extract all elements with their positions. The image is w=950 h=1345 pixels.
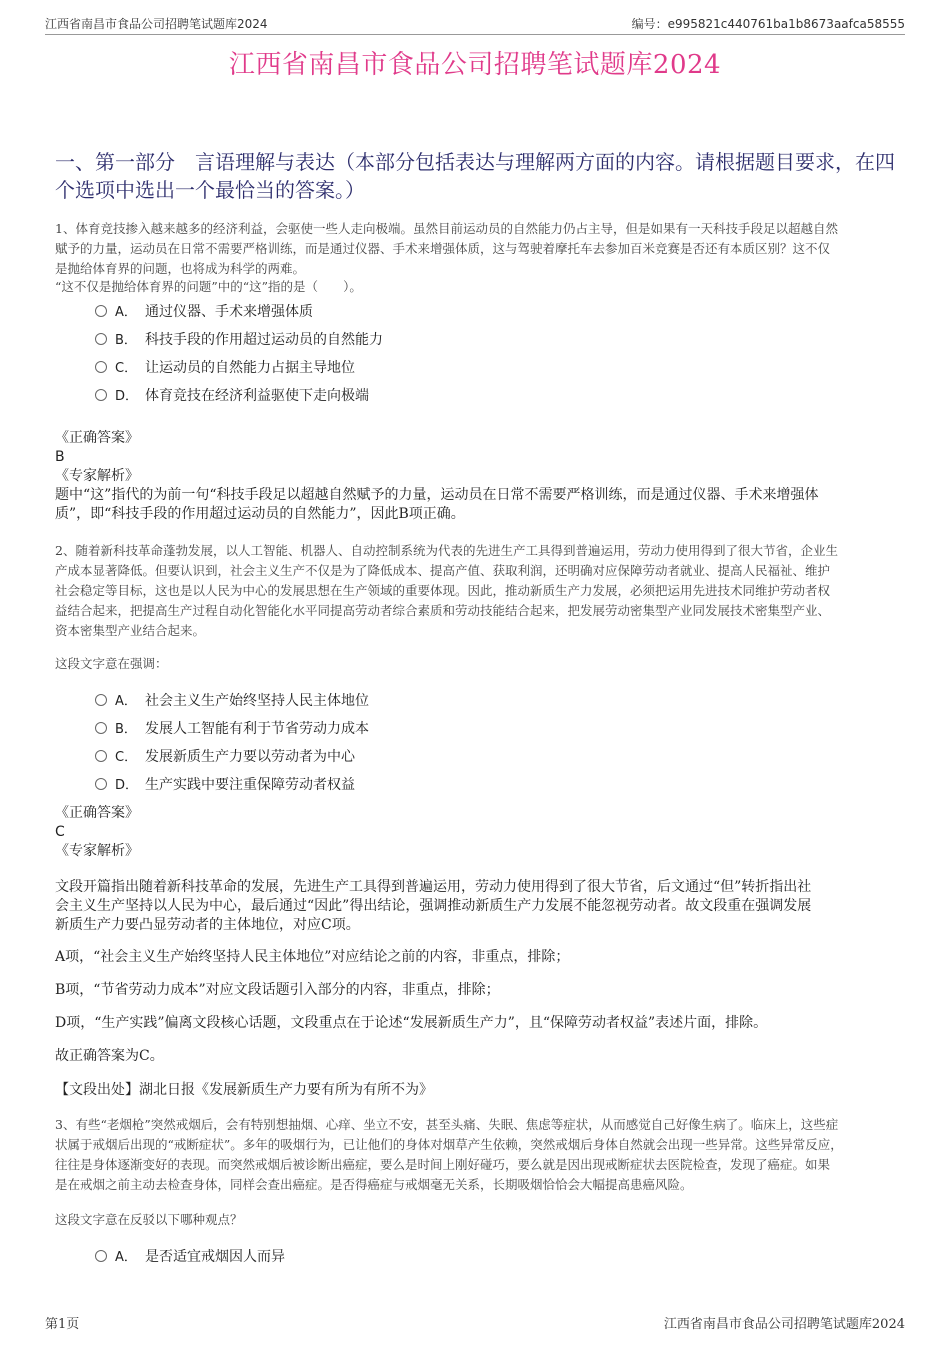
analysis-conclusion: 故正确答案为C。 <box>55 1048 164 1064</box>
question-1-options <box>95 298 383 410</box>
option-b[interactable]: B． 发展人工智能有利于节省劳动力成本 <box>95 715 369 743</box>
analysis-point-b: B项，“节省劳动力成本”对应文段话题引入部分的内容，非重点，排除； <box>55 982 500 998</box>
question-2-prompt <box>55 654 900 674</box>
question-1-answer-block <box>55 429 900 524</box>
radio-icon[interactable] <box>95 722 107 734</box>
question-2-line: 2、随着新科技革命蓬勃发展，以人工智能、机器人、自动控制系统为代表的先进生产工具得到普遍运用，劳动力使用得到了很大节省，企业生 <box>55 543 838 558</box>
analysis-line: 新质生产力要凸显劳动者的主体地位，对应C项。 <box>55 917 360 933</box>
analysis-line: 文段开篇指出随着新科技革命的发展，先进生产工具得到普遍运用，劳动力使用得到了很大节省，后文通过“但”转折指出社 <box>55 879 812 895</box>
document-title: 江西省南昌市食品公司招聘笔试题库2024 <box>228 50 722 80</box>
radio-icon[interactable] <box>95 1250 107 1262</box>
page-number: 第1页 <box>45 1317 80 1332</box>
option-a[interactable]: A． 是否适宜戒烟因人而异 <box>95 1243 285 1271</box>
question-2-options <box>95 687 369 799</box>
header-doc-name: 江西省南昌市食品公司招聘笔试题库2024 <box>45 17 268 31</box>
analysis-line: 题中“这”指代的为前一句“科技手段足以超越自然赋予的力量，运动员在日常不需要严格训练，而是通过仪器、手术来增强体 <box>55 487 819 503</box>
page-header <box>45 12 905 35</box>
radio-icon[interactable] <box>95 361 107 373</box>
question-3-line: 3、有些“老烟枪”突然戒烟后，会有特别想抽烟、心痒、坐立不安，甚至头痛、失眠、焦虑等症状，从而感觉自己好像生病了。临床上，这些症 <box>55 1117 839 1132</box>
radio-icon[interactable] <box>95 750 107 762</box>
question-3-stem <box>55 1115 900 1195</box>
question-1-line: 是抛给体育界的问题，也将成为科学的两难。 <box>55 261 306 276</box>
question-1-line: “这不仅是抛给体育界的问题”中的“这”指的是（ ）。 <box>55 279 362 294</box>
question-3-line: 状属于戒烟后出现的“戒断症状”。多年的吸烟行为，已让他们的身体对烟草产生依赖，突然戒烟后身体自然就会出现一些异常。这些异常反应， <box>55 1137 843 1152</box>
question-3-options <box>95 1243 285 1271</box>
analysis-point-a: A项，“社会主义生产始终坚持人民主体地位”对应结论之前的内容，非重点，排除； <box>55 949 570 965</box>
question-3-prompt <box>55 1210 900 1230</box>
answer-label: 《正确答案》 <box>55 430 139 446</box>
answer-value: B <box>55 449 65 465</box>
question-3-line: 往往是身体逐渐变好的表现。而突然戒烟后被诊断出癌症，要么是时间上刚好碰巧，要么就是因出现戒断症状去医院检查，发现了癌症。如果 <box>55 1157 831 1172</box>
analysis-label: 《专家解析》 <box>55 843 139 859</box>
question-2-analysis <box>55 878 900 935</box>
question-2-line: 社会稳定等目标，这也是以人民为中心的发展思想在生产领域的重要体现。因此，推动新质生产力发展，必须把运用先进技术同维护劳动者权 <box>55 583 831 598</box>
analysis-point-d: D项，“生产实践”偏离文段核心话题，文段重点在于论述“发展新质生产力”，且“保障劳动者权益”表述片面，排除。 <box>55 1015 768 1031</box>
option-a[interactable]: A． 通过仪器、手术来增强体质 <box>95 298 383 326</box>
option-d[interactable]: D． 体育竞技在经济利益驱使下走向极端 <box>95 382 383 410</box>
answer-value: C <box>55 824 65 840</box>
option-a[interactable]: A． 社会主义生产始终坚持人民主体地位 <box>95 687 369 715</box>
question-3-question: 这段文字意在反驳以下哪种观点？ <box>55 1212 243 1227</box>
question-2-stem <box>55 541 900 641</box>
question-2-line: 资本密集型产业结合起来。 <box>55 623 206 638</box>
analysis-line: 会主义生产坚持以人民为中心，最后通过“因此”得出结论，强调推动新质生产力发展不能忽视劳动者。故文段重在强调发展 <box>55 898 812 914</box>
radio-icon[interactable] <box>95 333 107 345</box>
option-d[interactable]: D． 生产实践中要注重保障劳动者权益 <box>95 771 369 799</box>
option-c[interactable]: C． 让运动员的自然能力占据主导地位 <box>95 354 383 382</box>
option-b[interactable]: B． 科技手段的作用超过运动员的自然能力 <box>95 326 383 354</box>
option-c[interactable]: C． 发展新质生产力要以劳动者为中心 <box>95 743 369 771</box>
radio-icon[interactable] <box>95 305 107 317</box>
question-1-stem <box>55 219 900 297</box>
header-doc-code: 编号：e995821c440761ba1b8673aafca58555 <box>631 17 905 31</box>
footer-doc-name: 江西省南昌市食品公司招聘笔试题库2024 <box>663 1317 905 1332</box>
analysis-label: 《专家解析》 <box>55 468 139 484</box>
question-1-line: 1、体育竞技掺入越来越多的经济利益，会驱使一些人走向极端。虽然目前运动员的自然能力仍占主导，但是如果有一天科技手段足以超越自然 <box>55 221 838 236</box>
question-2-line: 益结合起来，把提高生产过程自动化智能化水平同提高劳动者综合素质和劳动技能结合起来，把发展劳动密集型产业同发展技术密集型产业、 <box>55 603 831 618</box>
analysis-line: 质”，即“科技手段的作用超过运动员的自然能力”，因此B项正确。 <box>55 506 465 522</box>
question-2-answer-block <box>55 804 900 861</box>
radio-icon[interactable] <box>95 389 107 401</box>
question-3-line: 是在戒烟之前主动去检查身体，同样会查出癌症。是否得癌症与戒烟毫无关系，长期吸烟恰恰会大幅提高患癌风险。 <box>55 1177 693 1192</box>
question-2-question: 这段文字意在强调： <box>55 656 168 671</box>
radio-icon[interactable] <box>95 694 107 706</box>
answer-label: 《正确答案》 <box>55 805 139 821</box>
question-1-line: 赋予的力量，运动员在日常不需要严格训练，而是通过仪器、手术来增强体质，这与驾驶着摩托车去参加百米竞赛是否还有本质区别？这不仅 <box>55 241 831 256</box>
section-heading: 一、第一部分 言语理解与表达（本部分包括表达与理解两方面的内容。请根据题目要求，在四个选项中选出一个最恰当的答案。） <box>55 150 895 202</box>
radio-icon[interactable] <box>95 778 107 790</box>
source-citation: 【文段出处】湖北日报《发展新质生产力要有所为有所不为》 <box>55 1082 433 1098</box>
question-2-line: 产成本显著降低。但要认识到，社会主义生产不仅是为了降低成本、提高产值、获取利润，还明确对应保障劳动者就业、提高人民福祉、维护 <box>55 563 831 578</box>
